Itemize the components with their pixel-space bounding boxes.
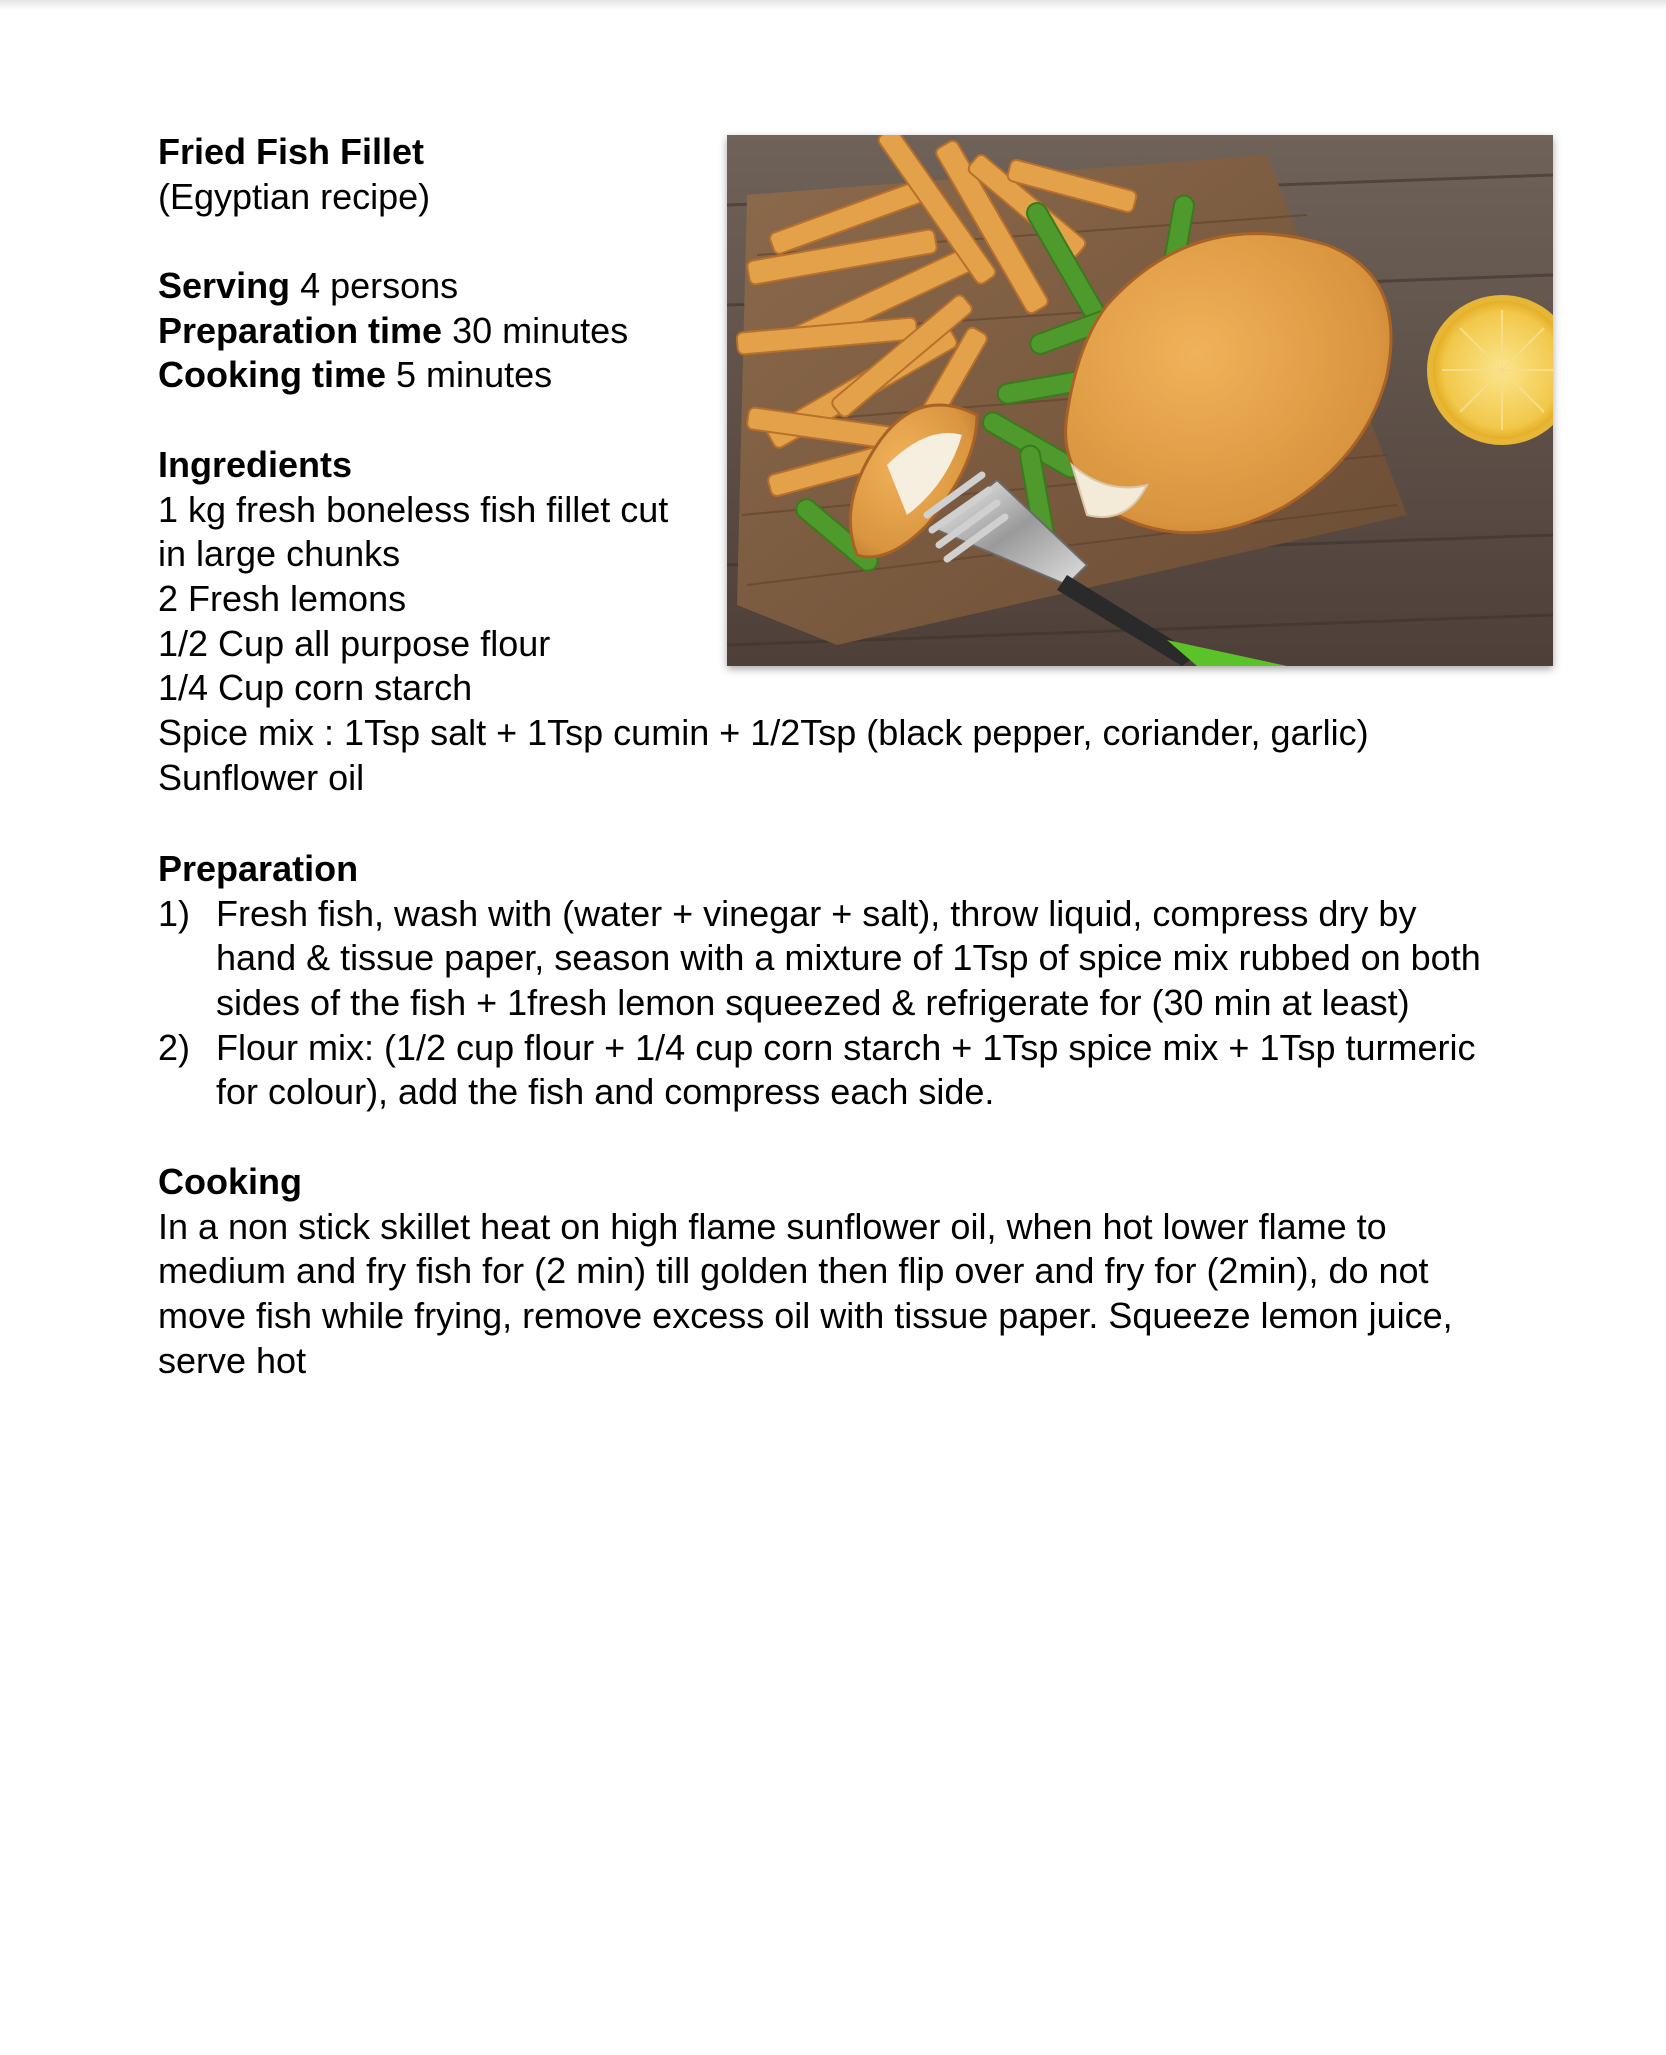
ingredients-heading: Ingredients (158, 443, 353, 485)
recipe-subtitle: (Egyptian recipe) (158, 175, 431, 217)
cooking-line: serve hot (158, 1339, 307, 1381)
step-line: for colour), add the fish and compress each side. (216, 1071, 995, 1113)
preparation-heading: Preparation (158, 848, 359, 889)
preparation-step-continued (158, 981, 1453, 1026)
ingredient-item: in large chunks (158, 533, 401, 575)
cooking-line: In a non stick skillet heat on high flame sunflower oil, when hot lower flame to (158, 1205, 1387, 1247)
step-number: 2) (158, 1026, 191, 1068)
preparation-step-continued (158, 1070, 1453, 1115)
cooking-heading: Cooking (158, 1160, 302, 1202)
step-line: hand & tissue paper, season with a mixture of 1Tsp of spice mix rubbed on both (216, 937, 1481, 979)
prep-time-value: 30 minutes (452, 309, 629, 351)
instructions-block (158, 847, 1481, 1383)
ingredient-item: 2 Fresh lemons (158, 577, 407, 619)
cooking-line: move fish while frying, remove excess oil with tissue paper. Squeeze lemon juice, (158, 1294, 1453, 1336)
serving-value: 4 persons (300, 265, 459, 307)
step-number: 1) (158, 892, 191, 934)
photo-illustration (727, 135, 1553, 666)
step-line: Fresh fish, wash with (water + vinegar + salt), throw liquid, compress dry by (216, 892, 1417, 934)
ingredient-item: 1/4 Cup corn starch (158, 667, 473, 709)
step-line: Flour mix: (1/2 cup flour + 1/4 cup corn starch + 1Tsp spice mix + 1Tsp turmeric (216, 1026, 1476, 1068)
fish-and-chips-photo (727, 135, 1553, 666)
top-edge-shadow (0, 0, 1666, 10)
cook-time-value: 5 minutes (396, 354, 553, 396)
blank-line (158, 1115, 1453, 1160)
cook-time-label: Cooking time (158, 354, 387, 396)
serving-label: Serving (158, 265, 291, 307)
prep-time-label: Preparation time (158, 309, 443, 351)
ingredient-item: Sunflower oil (158, 756, 365, 798)
cooking-line: medium and fry fish for (2 min) till golden then flip over and fry for (2min), do not (158, 1250, 1429, 1292)
preparation-step (158, 1026, 1476, 1071)
ingredient-item: Spice mix : 1Tsp salt + 1Tsp cumin + 1/2Tsp (black pepper, coriander, garlic) (158, 711, 1369, 753)
preparation-step (158, 892, 1453, 937)
preparation-step-continued (158, 936, 1481, 981)
recipe-title: Fried Fish Fillet (158, 131, 425, 172)
ingredient-item: 1/2 Cup all purpose flour (158, 622, 551, 664)
step-line: sides of the fish + 1fresh lemon squeezed & refrigerate for (30 min at least) (216, 982, 1410, 1024)
ingredient-item: 1 kg fresh boneless fish fillet cut (158, 488, 669, 530)
